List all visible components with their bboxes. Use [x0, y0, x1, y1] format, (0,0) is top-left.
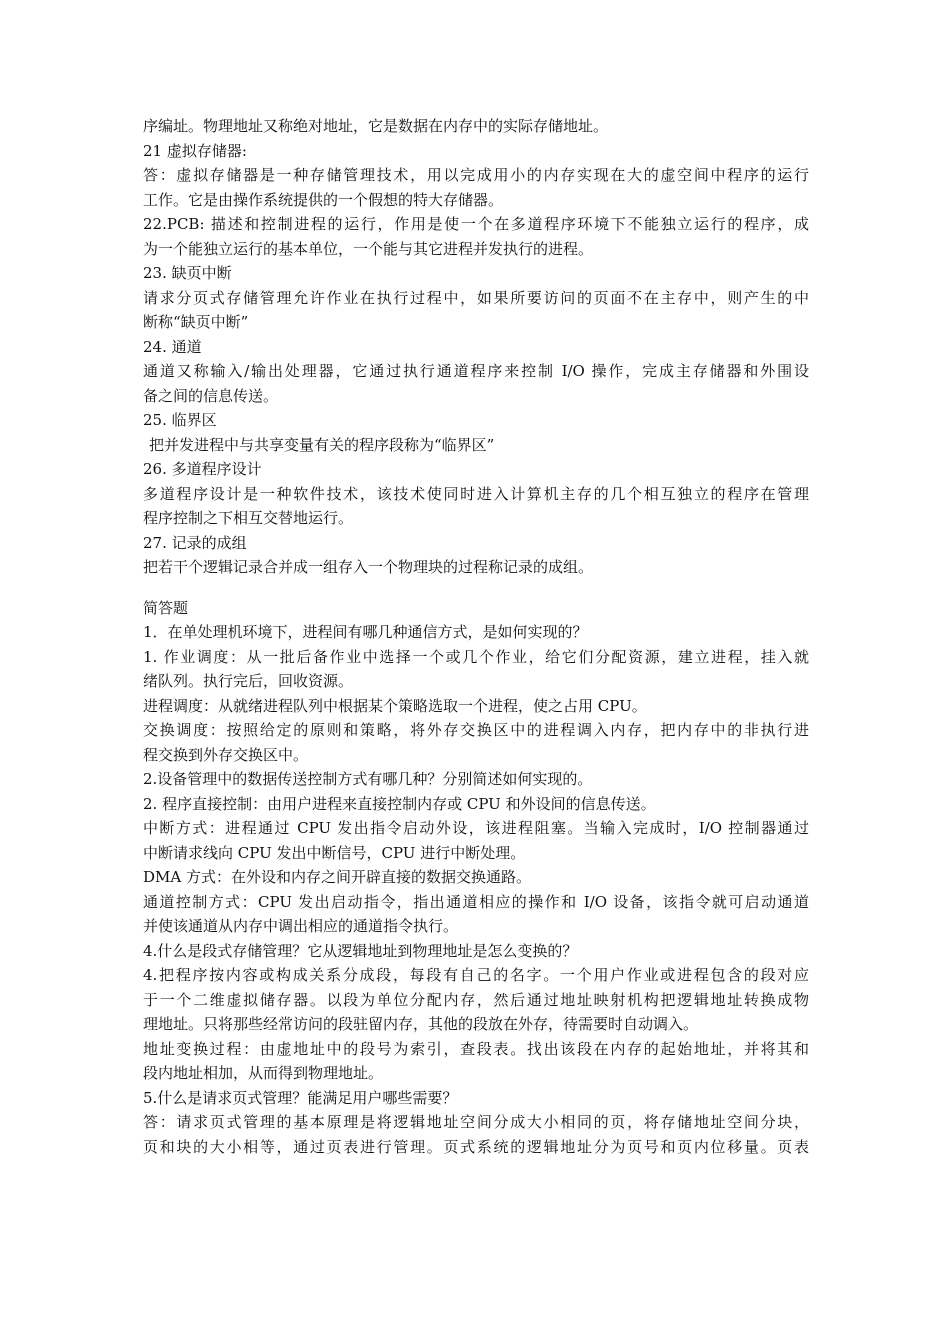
text-line: 进程调度：从就绪进程队列中根据某个策略选取一个进程，使之占用 CPU。 [143, 696, 647, 715]
text-line: 答：请求页式管理的基本原理是将逻辑地址空间分成大小相同的页，将存储地址空间分块， [143, 1113, 809, 1131]
text-line: 页和块的大小相等，通过页表进行管理。页式系统的逻辑地址分为页号和页内位移量。页表 [143, 1137, 809, 1156]
section-gap [143, 580, 809, 596]
text-line: 为一个能独立运行的基本单位，一个能与其它进程并发执行的进程。 [143, 239, 594, 258]
text-line: 1. 作业调度：从一批后备作业中选择一个或几个作业，给它们分配资源，建立进程，挂入就 [143, 647, 809, 666]
text-line: 并使该通道从内存中调出相应的通道指令执行。 [143, 917, 459, 935]
question-line: 2.设备管理中的数据传送控制方式有哪几种？分别简述如何实现的。 [143, 770, 593, 788]
text-line: 工作。它是由操作系统提供的一个假想的特大存储器。 [143, 190, 504, 209]
text-line: 多道程序设计是一种软件技术，该技术使同时进入计算机主存的几个相互独立的程序在管理 [143, 484, 809, 503]
text-line: 序编址。物理地址又称绝对地址，它是数据在内存中的实际存储地址。 [143, 117, 609, 135]
text-line: 备之间的信息传送。 [143, 386, 279, 405]
text-line: 于一个二维虚拟储存器。以段为单位分配内存，然后通过地址映射机构把逻辑地址转换成物 [143, 990, 809, 1009]
text-line: 22.PCB: 描述和控制进程的运行，作用是使一个在多道程序环境下不能独立运行的程序，成 [143, 215, 809, 233]
text-line: 段内地址相加，从而得到物理地址。 [143, 1064, 384, 1082]
term-heading: 26. 多道程序设计 [143, 460, 262, 478]
term-heading: 25. 临界区 [143, 411, 217, 429]
text-line: 通道又称输入/输出处理器，它通过执行通道程序来控制 I/O 操作，完成主存储器和外围设 [143, 362, 809, 380]
text-line: 理地址。只将那些经常访问的段驻留内存，其他的段放在外存，待需要时自动调入。 [143, 1015, 699, 1033]
document-body [143, 114, 809, 1159]
term-heading: 27. 记录的成组 [143, 533, 247, 552]
text-line: 断称“缺页中断” [143, 313, 249, 331]
question-line: 1．在单处理机环境下，进程间有哪几种通信方式，是如何实现的？ [143, 623, 588, 641]
text-line: 通道控制方式：CPU 发出启动指令，指出通道相应的操作和 I/O 设备，该指令就可启动通道 [143, 892, 809, 911]
question-line: 4.什么是段式存储管理？它从逻辑地址到物理地址是怎么变换的？ [143, 941, 578, 960]
text-line: 绪队列。执行完后，回收资源。 [143, 672, 354, 690]
text-line: 2. 程序直接控制：由用户进程来直接控制内存或 CPU 和外设间的信息传送。 [143, 794, 656, 813]
text-line: 请求分页式存储管理允许作业在执行过程中，如果所要访问的页面不在主存中，则产生的中 [143, 288, 809, 307]
text-line: 程交换到外存交换区中。 [143, 745, 309, 764]
text-line: 交换调度：按照给定的原则和策略，将外存交换区中的进程调入内存，把内存中的非执行进 [143, 721, 809, 739]
section-heading: 简答题 [143, 598, 189, 617]
text-line: 把若干个逻辑记录合并成一组存入一个物理块的过程称记录的成组。 [143, 558, 594, 576]
text-line: 中断方式：进程通过 CPU 发出指令启动外设，该进程阻塞。当输入完成时，I/O 控制器通过 [143, 819, 809, 837]
term-heading: 24. 通道 [143, 337, 202, 356]
text-line: 答：虚拟存储器是一种存储管理技术，用以完成用小的内存实现在大的虚空间中程序的运行 [143, 166, 809, 184]
text-line: 中断请求线向 CPU 发出中断信号，CPU 进行中断处理。 [143, 843, 526, 862]
text-line: 把并发进程中与共享变量有关的程序段称为“临界区” [149, 435, 495, 454]
term-heading: 23. 缺页中断 [143, 264, 232, 282]
text-line: 地址变换过程：由虚地址中的段号为索引，查段表。找出该段在内存的起始地址，并将其和 [143, 1039, 809, 1058]
question-line: 5.什么是请求页式管理？能满足用户哪些需要？ [143, 1088, 458, 1107]
term-heading: 21 虚拟存储器: [143, 141, 247, 160]
text-line: DMA 方式：在外设和内存之间开辟直接的数据交换通路。 [143, 868, 531, 886]
text-line: 程序控制之下相互交替地运行。 [143, 509, 354, 527]
text-line: 4.把程序按内容或构成关系分成段，每段有自己的名字。一个用户作业或进程包含的段对应 [143, 966, 809, 984]
